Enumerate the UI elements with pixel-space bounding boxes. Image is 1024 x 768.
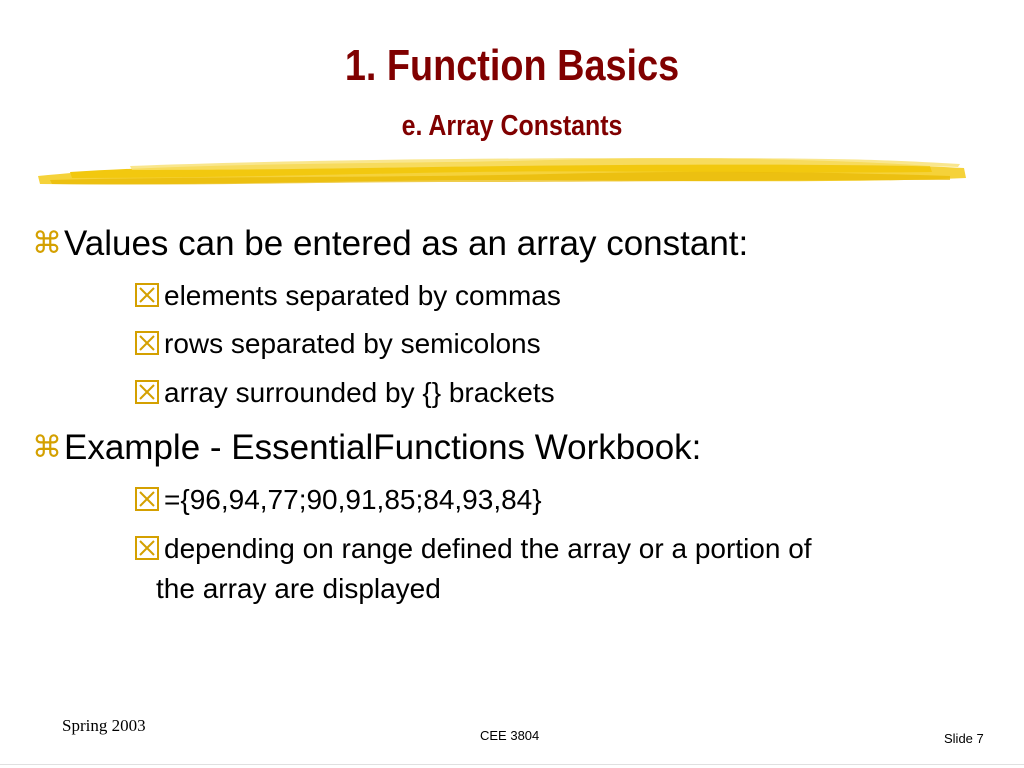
footer-course: CEE 3804 — [480, 728, 540, 743]
boxed-x-icon — [134, 486, 160, 512]
bottom-rule — [0, 764, 1024, 765]
bullet-text: ={96,94,77;90,91,85;84,93,84} — [164, 484, 542, 515]
bullet-level2 — [134, 373, 994, 413]
bullet-level1 — [32, 222, 992, 266]
command-key-icon: ⌘ — [32, 431, 62, 464]
slide-subtitle: e. Array Constants — [401, 110, 623, 142]
boxed-x-icon — [134, 282, 160, 308]
command-key-icon: ⌘ — [32, 227, 62, 260]
bullet-text: elements separated by commas — [164, 280, 561, 311]
bullet-level2 — [134, 324, 994, 364]
bullet-level2 — [134, 480, 994, 520]
bullet-level1 — [32, 426, 992, 470]
bullet-level2 — [134, 529, 994, 569]
boxed-x-icon — [134, 330, 160, 356]
slide-number: 7 — [976, 731, 984, 746]
bullet-text: depending on range defined the array or a portion of — [164, 533, 812, 564]
slide-title: 1. Function Basics — [344, 41, 680, 90]
bullet-text: array surrounded by {} brackets — [164, 377, 555, 408]
slide-label: Slide — [944, 731, 973, 746]
footer-slide-number — [944, 731, 984, 746]
bullet-continuation: the array are displayed — [156, 573, 441, 604]
bullet-text: Values can be entered as an array constant: — [64, 224, 749, 263]
boxed-x-icon — [134, 379, 160, 405]
bullet-level2 — [134, 276, 994, 316]
footer-date: Spring 2003 — [62, 716, 146, 735]
bullet-text: rows separated by semicolons — [164, 328, 541, 359]
highlighter-stroke — [30, 150, 970, 194]
boxed-x-icon — [134, 535, 160, 561]
bullet-text: Example - EssentialFunctions Workbook: — [64, 428, 702, 467]
